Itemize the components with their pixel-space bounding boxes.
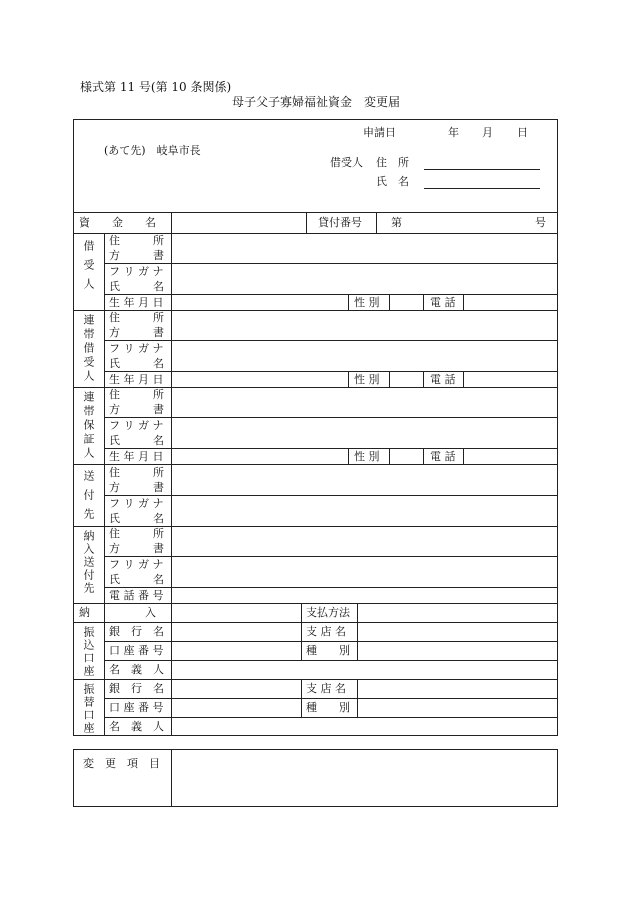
account-number-label: 口 座 番 号 [109, 701, 164, 714]
type-label: 種 別 [306, 644, 350, 657]
shimei-label: 氏 名 [109, 512, 164, 525]
addr-label: 住 所 [109, 527, 164, 540]
phone-number-label: 電 話 番 号 [109, 589, 164, 602]
form-number: 様式第 11 号(第 10 条関係) [80, 80, 232, 94]
shimei-label: 氏 名 [109, 357, 164, 370]
year-label: 年 [448, 126, 459, 139]
shimei-label: 氏 名 [109, 280, 164, 293]
bank-name-label: 銀 行 名 [109, 682, 164, 695]
name-label: 氏 名 [376, 175, 409, 188]
addressee: (あて先) 岐阜市長 [104, 144, 201, 157]
application-date-label: 申請日 [363, 126, 396, 139]
go-label: 号 [535, 216, 546, 229]
houso-label: 方 書 [109, 481, 164, 494]
name-underline [424, 188, 540, 189]
shimei-label: 氏 名 [109, 434, 164, 447]
gender-label: 性 別 [354, 450, 380, 463]
addr-label: 住 所 [109, 234, 164, 247]
payment-method-label: 支払方法 [306, 606, 350, 619]
branch-label: 支 店 名 [306, 625, 346, 638]
birth-label: 生 年 月 日 [109, 450, 164, 463]
address-label: 住 所 [376, 156, 409, 169]
addr-label: 住 所 [109, 388, 164, 401]
addr-label: 住 所 [109, 311, 164, 324]
group-payment-send-to: 納入送付先 [82, 530, 95, 595]
houso-label: 方 書 [109, 403, 164, 416]
address-underline [424, 169, 540, 170]
group-send-to: 送付先 [82, 470, 95, 527]
payment-label: 納 入 [79, 606, 156, 619]
group-borrower: 借受人 [82, 240, 95, 297]
furigana-label: フ リ ガ ナ [109, 342, 164, 355]
month-label: 月 [482, 126, 493, 139]
change-items-label: 変 更 項 目 [83, 757, 160, 770]
holder-label: 名 義 人 [109, 663, 164, 676]
phone-label: 電 話 [430, 450, 456, 463]
birth-label: 生 年 月 日 [109, 373, 164, 386]
type-label: 種 別 [306, 701, 350, 714]
furigana-label: フ リ ガ ナ [109, 497, 164, 510]
furigana-label: フ リ ガ ナ [109, 419, 164, 432]
houso-label: 方 書 [109, 326, 164, 339]
account-number-label: 口 座 番 号 [109, 644, 164, 657]
furigana-label: フ リ ガ ナ [109, 558, 164, 571]
phone-label: 電 話 [430, 296, 456, 309]
houso-label: 方 書 [109, 542, 164, 555]
borrower-label: 借受人 [330, 156, 363, 169]
phone-label: 電 話 [430, 373, 456, 386]
furigana-label: フ リ ガ ナ [109, 265, 164, 278]
group-joint-borrower: 連帯借受人 [82, 314, 95, 384]
branch-label: 支 店 名 [306, 682, 346, 695]
birth-label: 生 年 月 日 [109, 296, 164, 309]
gender-label: 性 別 [354, 373, 380, 386]
addr-label: 住 所 [109, 466, 164, 479]
gender-label: 性 別 [354, 296, 380, 309]
loan-number-label: 貸付番号 [318, 216, 362, 229]
houso-label: 方 書 [109, 249, 164, 262]
day-label: 日 [517, 126, 528, 139]
shimei-label: 氏 名 [109, 573, 164, 586]
dai-label: 第 [391, 216, 402, 229]
holder-label: 名 義 人 [109, 720, 164, 733]
group-transfer-account: 振替口座 [82, 683, 95, 735]
bank-name-label: 銀 行 名 [109, 625, 164, 638]
group-transfer-in-account: 振込口座 [82, 626, 95, 678]
fund-name-label: 資 金 名 [79, 216, 156, 229]
group-joint-guarantor: 連帯保証人 [82, 391, 95, 461]
form-title: 母子父子寡婦福祉資金 変更届 [232, 95, 401, 109]
